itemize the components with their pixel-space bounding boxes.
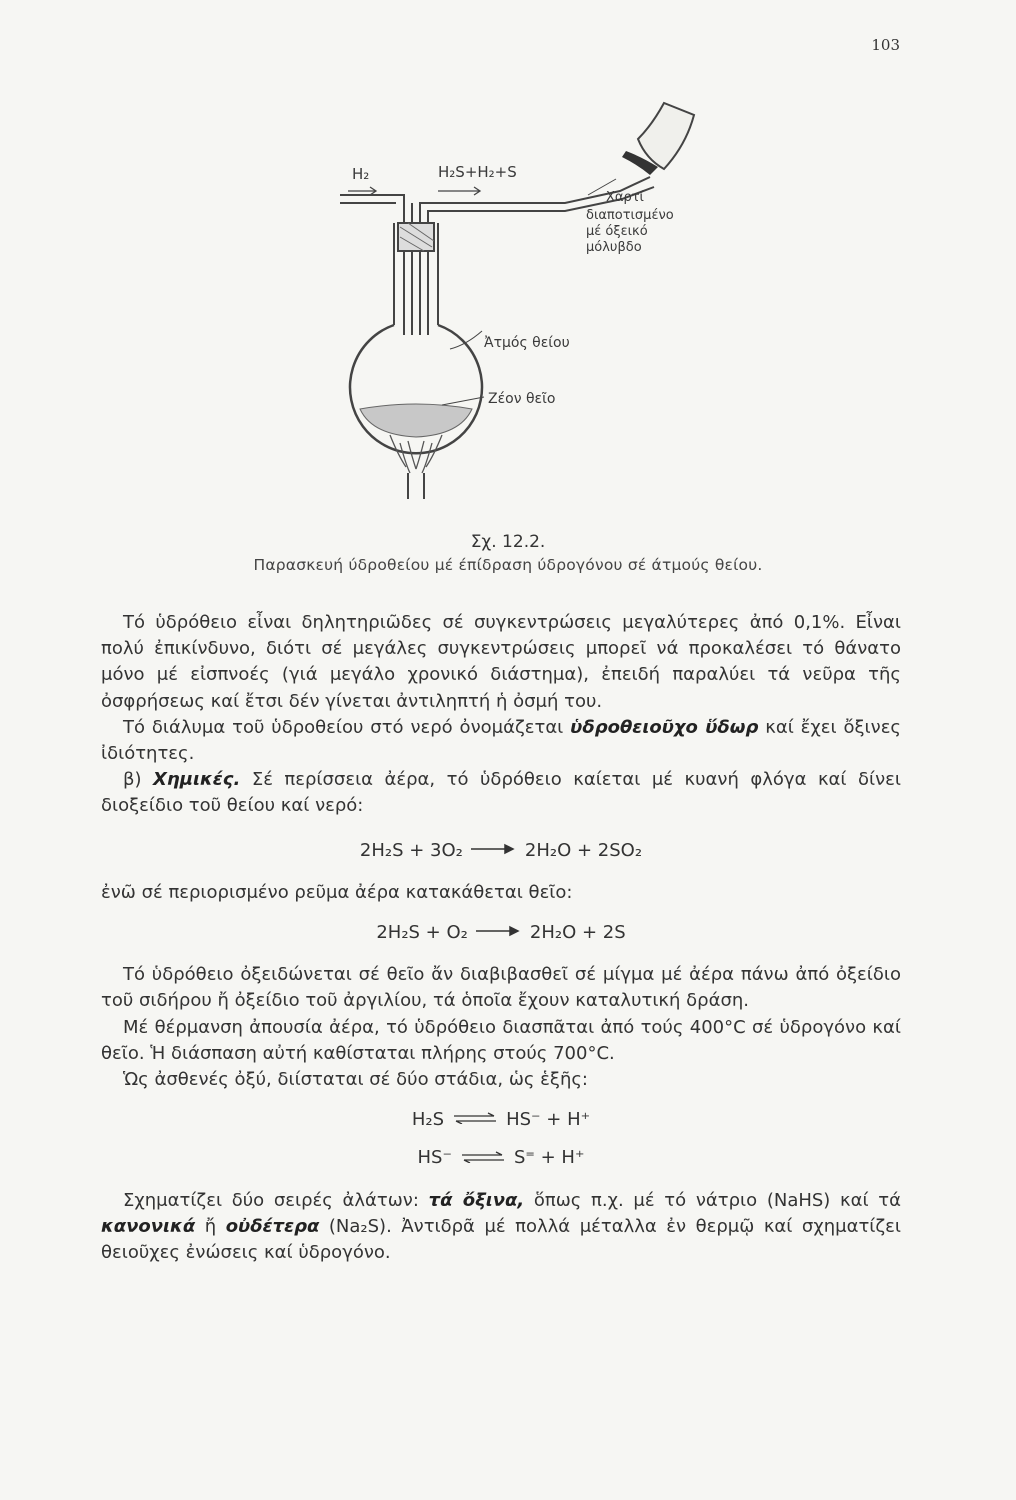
label-paper-2: διαποτισμένο (586, 208, 674, 223)
salts-term-normal: κανονικά (101, 1215, 196, 1237)
equation-combustion-full (101, 838, 901, 864)
equilibrium-arrow-icon (452, 1112, 498, 1124)
burner (408, 473, 424, 499)
salts-term-neutral: οὐδέτερα (225, 1215, 320, 1237)
reaction-arrow-icon (476, 925, 522, 937)
paragraph-chemical (101, 767, 901, 819)
eq2-left: 2H₂S + O₂ (376, 922, 468, 944)
equation-dissociation-1 (101, 1107, 901, 1133)
paper-strip (638, 103, 694, 169)
figure-apparatus (320, 95, 740, 515)
eq2-right: 2H₂O + 2S (529, 922, 626, 944)
solution-term: ὑδροθειοῦχο ὕδωρ (570, 716, 759, 738)
apparatus-diagram (320, 95, 740, 515)
chemical-prefix: β) (123, 769, 154, 791)
label-boiling: Ζέον θεῖο (488, 391, 556, 407)
boiling-leader (442, 397, 484, 405)
eq3-left: H₂S (411, 1109, 445, 1131)
paragraph-decomposition: Μέ θέρμανση ἀπουσία ἀέρα, τό ὑδρόθειο διασπᾶται ἀπό τούς 400°C σέ ὑδρογόνο καί θεῖο. Ἡ διάσπαση αὐτή καθίσταται πλήρης στούς 700°C. (101, 1016, 901, 1064)
chemical-text: Σέ περίσσεια ἀέρα, τό ὑδρόθειο καίεται μέ κυανή φλόγα καί δίνει διοξείδιο τοῦ θείου καί νερό: (101, 769, 902, 817)
solution-text-a: Τό διάλυμα τοῦ ὑδροθείου στό νερό ὀνομάζεται (123, 716, 571, 738)
equation-combustion-limited (101, 920, 901, 946)
label-h2: H₂ (352, 165, 370, 183)
eq4-right: S⁼ + H⁺ (513, 1147, 585, 1169)
salts-text-c: ἤ (195, 1215, 226, 1237)
eq1-right: 2H₂O + 2SO₂ (524, 839, 643, 861)
salts-text-a: Σχηματίζει δύο σειρές ἀλάτων: (123, 1189, 429, 1211)
paragraph-oxidation: Τό ὑδρόθειο ὀξειδώνεται σέ θεῖο ἄν διαβιβασθεῖ σέ μίγμα μέ ἀέρα πάνω ἀπό ὀξείδιο τοῦ σιδήρου ἤ ὀξείδιο τοῦ ἀργιλίου, τά ὁποῖα ἔχουν καταλυτική δράση. (101, 964, 901, 1012)
figure-caption-number: Σχ. 12.2. (470, 532, 546, 552)
paragraph-dissociation: Ὡς ἀσθενές ὀξύ, διίσταται σέ δύο στάδια, ὡς ἑξῆς: (123, 1069, 588, 1091)
sulfur-liquid (360, 404, 472, 437)
paragraph-salts (101, 1188, 901, 1267)
eq3-right: HS⁻ + H⁺ (506, 1109, 591, 1131)
body-text (101, 610, 901, 1266)
salts-term-acidic: τά ὄξινα, (428, 1189, 525, 1211)
salts-text-b: ὅπως π.χ. μέ τό νάτριο (NaHS) καί τά (524, 1189, 901, 1211)
label-outlet-gas: H₂S+H₂+S (438, 163, 517, 181)
label-paper-3: μέ όξεικό (586, 224, 648, 239)
equilibrium-arrow-icon (460, 1151, 506, 1163)
paragraph-limited-air: ἐνῶ σέ περιορισμένο ρεῦμα ἀέρα κατακάθεται θεῖο: (101, 881, 573, 903)
salts-text-d: (Na₂S). Ἀντιδρᾶ μέ πολλά μέταλλα ἐν θερμῷ καί σχηματίζει θειοῦχες ἐνώσεις καί ὑδρογόνο. (101, 1215, 901, 1264)
label-paper-4: μόλυβδο (586, 240, 642, 255)
chemical-heading: Χημικές. (153, 769, 241, 791)
label-paper-1: Χαρτί (606, 190, 644, 205)
solution-text-b: καί ἔχει ὄξινες ἰδιότητες. (101, 716, 901, 765)
figure-caption-text: Παρασκευή ύδροθείου μέ έπίδραση ύδρογόνου σέ άτμούς θείου. (253, 556, 763, 574)
page-number: 103 (871, 36, 900, 54)
paragraph-solution (101, 715, 901, 767)
eq1-left: 2H₂S + 3O₂ (359, 839, 463, 861)
equation-dissociation-2 (101, 1145, 901, 1171)
eq4-left: HS⁻ (417, 1147, 452, 1169)
reaction-arrow-icon (471, 843, 517, 855)
inlet-horizontal (340, 195, 404, 203)
label-vapor: Ἀτμός θείου (484, 335, 570, 351)
paragraph-toxicity: Τό ὑδρόθειο εἶναι δηλητηριῶδες σέ συγκεντρώσεις μεγαλύτερες ἀπό 0,1%. Εἶναι πολύ ἐπικίνδυνο, διότι σέ μεγάλες συγκεντρώσεις μπορεῖ νά προκαλέσει τό θάνατο μόνο μέ εἰσπνοές (γιά μεγάλο χρονικό διάστημα), ἐπειδή παραλύει τά νεῦρα τῆς ὀσφρήσεως καί ἔτσι δέν γίνεται ἀντιληπτή ἡ ὀσμή του. (101, 612, 901, 712)
